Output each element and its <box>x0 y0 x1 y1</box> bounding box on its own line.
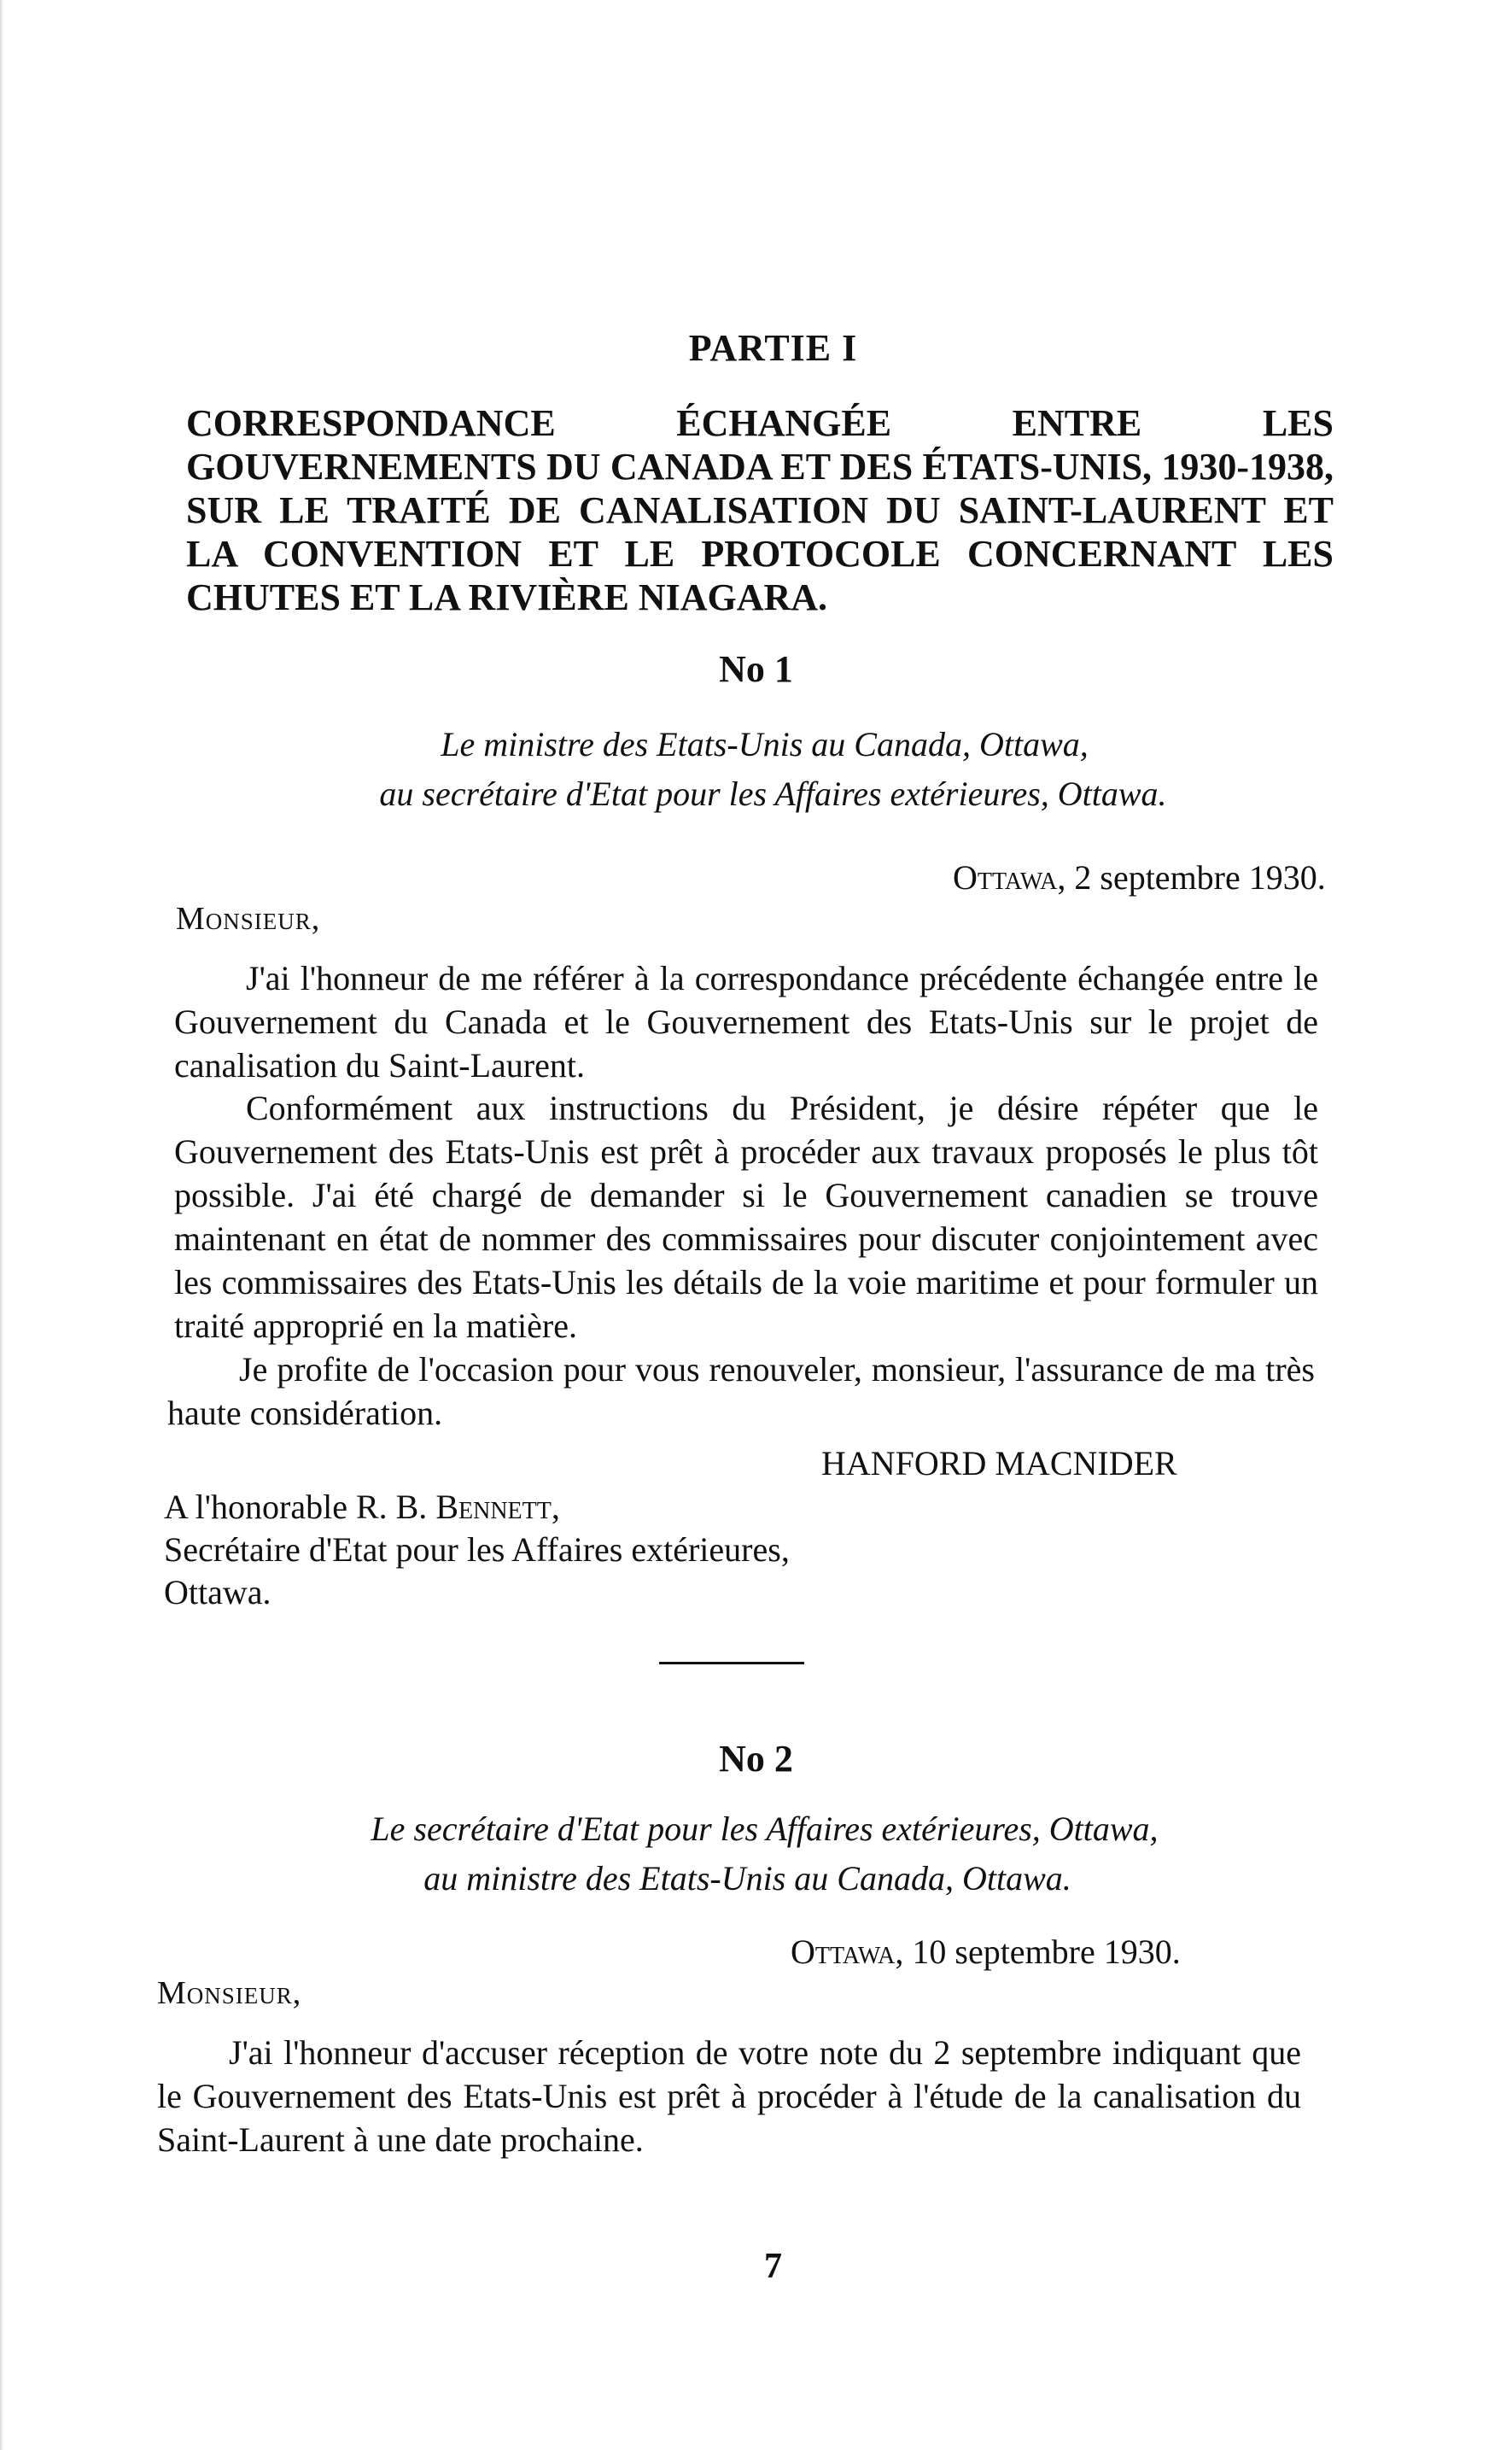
letter-2-salutation: Monsieur, <box>157 1975 302 2011</box>
letter-1-date-place: Ottawa, <box>953 858 1066 897</box>
letter-2-to: au ministre des Etats-Unis au Canada, Ottawa. <box>423 1859 1071 1897</box>
letter-1-from: Le ministre des Etats-Unis au Canada, Ottawa, <box>441 725 1089 763</box>
letter-1-recipient <box>164 1486 790 1614</box>
letter-1-salutation: Monsieur, <box>176 901 321 937</box>
letter-2-number: No 2 <box>719 1738 793 1780</box>
recipient-prefix: A l'honorable R. B. <box>164 1488 428 1526</box>
page-number: 7 <box>764 2247 782 2286</box>
recipient-line-2: Secrétaire d'Etat pour les Affaires extérieures, <box>164 1530 790 1569</box>
letter-2-from: Le secrétaire d'Etat pour les Affaires extérieures, Ottawa, <box>371 1810 1159 1848</box>
letter-1-signature: HANFORD MACNIDER <box>821 1444 1177 1482</box>
letter-1-dateline <box>953 857 1326 898</box>
letter-1-paragraph-2: Conformément aux instructions du Président, je désire répéter que le Gouvernement des Etats-Unis est prêt à procéder aux travaux proposés le plus tôt possible. J'ai été chargé de demander si le Gouvernement canadien se trouve maintenant en état de nommer des commissaires pour discuter conjointement avec les commissaires des Etats-Unis les détails de la voie maritime et pour formuler un traité approprié en la matière. <box>174 1089 1318 1345</box>
section-divider <box>659 1662 804 1664</box>
letter-1-number: No 1 <box>719 648 793 690</box>
recipient-line-3: Ottawa. <box>164 1573 271 1611</box>
letter-2-date: 10 septembre 1930. <box>912 1933 1181 1971</box>
letter-2-dateline <box>791 1932 1181 1972</box>
recipient-line-1 <box>164 1486 790 1529</box>
letter-1-date: 2 septembre 1930. <box>1074 858 1326 897</box>
letter-2-date-place: Ottawa, <box>791 1933 904 1971</box>
page-edge-shadow <box>0 0 3 2450</box>
letter-2-paragraph-1: J'ai l'honneur d'accuser réception de votre note du 2 septembre indiquant que le Gouvernement des Etats-Unis est prêt à procéder à l'étude de la canalisation du Saint-Laurent à une date prochaine. <box>157 2033 1301 2159</box>
part-title: PARTIE I <box>688 327 858 369</box>
letter-1-to: au secrétaire d'Etat pour les Affaires extérieures, Ottawa. <box>379 775 1167 813</box>
letter-1-paragraph-1: J'ai l'honneur de me référer à la correspondance précédente échangée entre le Gouvernement du Canada et le Gouvernement des Etats-Unis sur le projet de canalisation du Saint-Laurent. <box>174 959 1318 1085</box>
main-heading: CORRESPONDANCE ÉCHANGÉE ENTRE LES GOUVERNEMENTS DU CANADA ET DES ÉTATS-UNIS, 1930-1938, SUR LE TRAITÉ DE CANALISATION DU SAINT-LAURENT ET LA CONVENTION ET LE PROTOCOLE CONCERNANT LES CHUTES ET LA RIVIÈRE NIAGARA. <box>186 402 1334 618</box>
letter-1-paragraph-3: Je profite de l'occasion pour vous renouveler, monsieur, l'assurance de ma très haute considération. <box>167 1350 1315 1432</box>
recipient-name: Bennett, <box>435 1488 560 1526</box>
